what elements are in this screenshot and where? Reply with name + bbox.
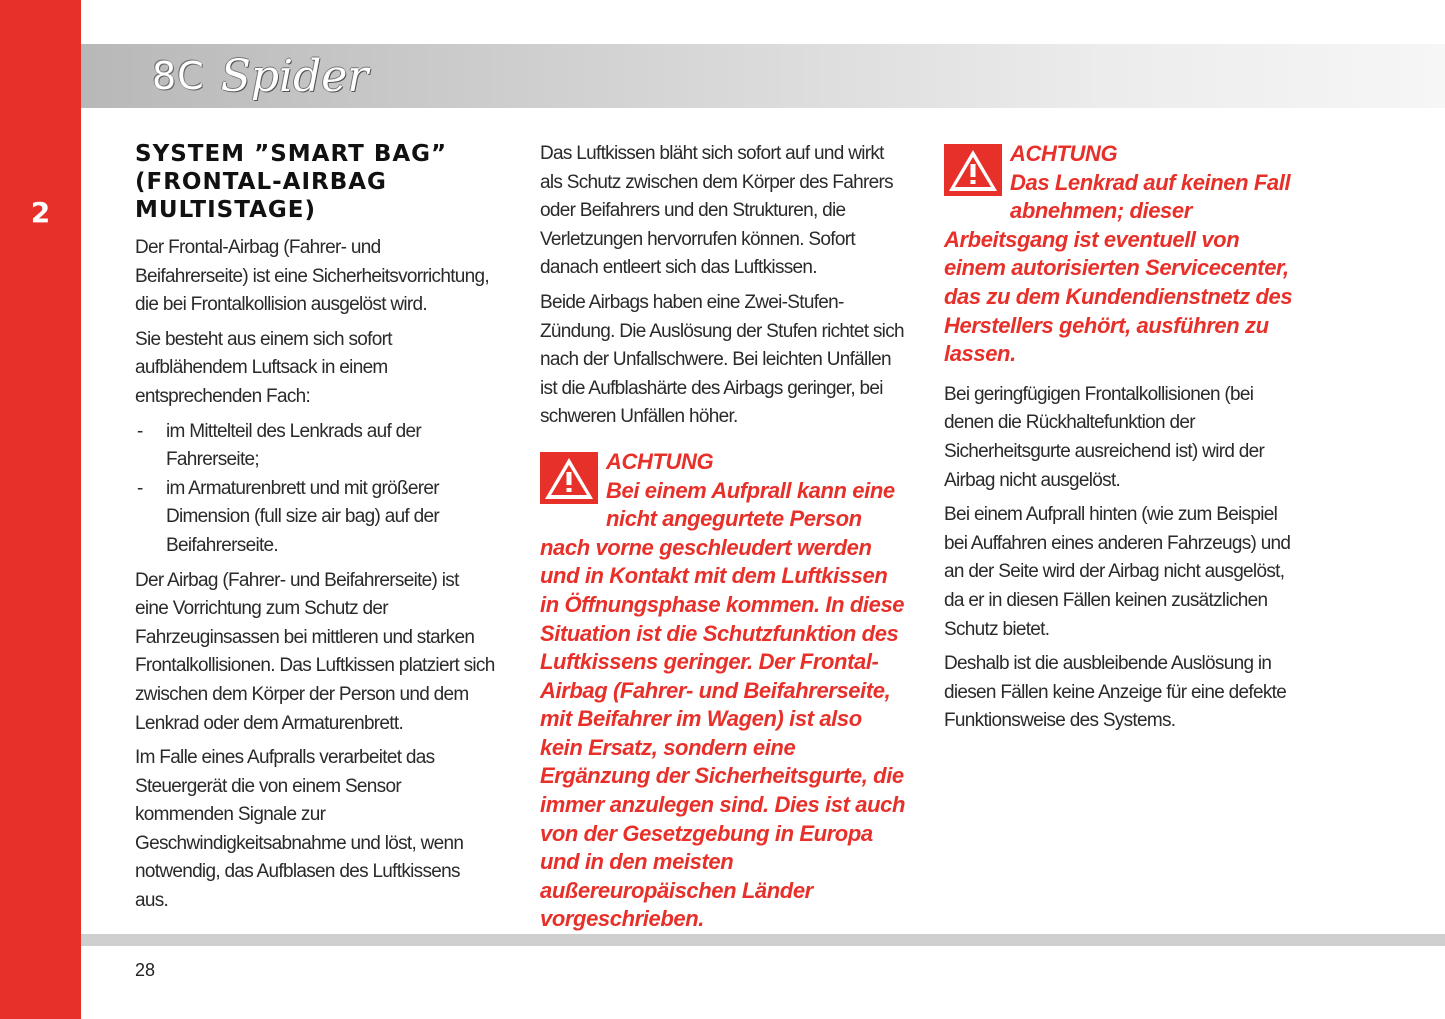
list-item (135, 418, 495, 475)
warning-text: Bei einem Aufprall kann eine nicht angegurtete Person nach vorne geschleudert werden und in Kontakt mit dem Luftkissen in Öffnungsphase kommen. In diese Situation ist die Schutzfunktion des Luftkissens geringer. Der Frontal-Airbag (Fahrer- und Beifahrerseite, mit Beifahrer im Wagen) ist also kein Ersatz, sondern eine Ergänzung der Sicherheitsgurte, die immer anzulegen sind. Dies ist auch von der Gesetzgebung in Europa und in den meisten außereuropäischen Länder vorgeschrieben. (540, 477, 905, 932)
paragraph: Bei geringfügigen Frontalkollisionen (bei denen die Rückhaltefunktion der Sicherheitsgurte ausreichend ist) wird der Airbag nicht ausgelöst. (944, 383, 1265, 491)
list-item (135, 475, 495, 561)
brand-logo (152, 44, 368, 108)
section-heading: SYSTEM ”SMART BAG” (FRONTAL-AIRBAG MULTISTAGE) (135, 141, 448, 223)
paragraph: Der Airbag (Fahrer- und Beifahrerseite) ist eine Vorrichtung zum Schutz der Fahrzeuginsassen bei mittleren und starken Frontalkollisionen. Das Luftkissen platziert sich zwischen dem Körper der Person und dem Lenkrad oder dem Armaturenbrett. (135, 569, 495, 734)
paragraph: Deshalb ist die ausbleibende Auslösung in diesen Fällen keine Anzeige für eine defekte Funktionsweise des Systems. (944, 653, 1287, 732)
warning-box (540, 448, 905, 934)
paragraph: Sie besteht aus einem sich sofort aufblähendem Luftsack in einem entsprechenden Fach: (135, 328, 392, 407)
list-item-text: im Armaturenbrett und mit größerer Dimension (full size air bag) auf der Beifahrerseite. (166, 477, 439, 556)
warning-triangle-icon (944, 144, 1002, 196)
logo-model: 8C (152, 54, 205, 98)
page-number: 28 (135, 960, 156, 980)
chapter-side-strip (0, 0, 81, 1019)
list-dash: - (137, 420, 143, 442)
chapter-number: 2 (30, 196, 51, 229)
paragraph: Beide Airbags haben eine Zwei-Stufen-Zündung. Die Auslösung der Stufen richtet sich nach der Unfallschwere. Bei leichten Unfällen ist die Aufblashärte des Airbags geringer, bei schweren Unfällen höher. (540, 291, 904, 428)
logo-script: Spider (220, 50, 369, 102)
paragraph: Bei einem Aufprall hinten (wie zum Beispiel bei Auffahren eines anderen Fahrzeugs) und an der Seite wird der Airbag nicht ausgelöst, da er in diesen Fällen keinen zusätzlichen Schutz bietet. (944, 504, 1291, 640)
airbag-location-list (135, 418, 495, 561)
list-item-text: im Mittelteil des Lenkrads auf der Fahrerseite; (166, 420, 421, 471)
paragraph: Der Frontal-Airbag (Fahrer- und Beifahrerseite) ist eine Sicherheitsvorrichtung, die bei Frontalkollision ausgelöst wird. (135, 237, 489, 316)
paragraph: Im Falle eines Aufpralls verarbeitet das Steuergerät die von einem Sensor kommenden Signale zur Geschwindigkeitsabnahme und löst, wenn notwendig, das Aufblasen des Luftkissens aus. (135, 747, 464, 912)
paragraph: Das Luftkissen bläht sich sofort auf und wirkt als Schutz zwischen dem Körper des Fahrers oder Beifahrers und den Strukturen, die Verletzungen hervorrufen können. Sofort danach entleert sich das Luftkissen. (540, 143, 893, 279)
column-2 (540, 140, 905, 934)
footer-bar (81, 934, 1445, 946)
warning-text: Das Lenkrad auf keinen Fall abnehmen; dieser Arbeitsgang ist eventuell von einem autorisierten Servicecenter, das zu dem Kundendienstnetz des Herstellers gehört, ausführen zu lassen. (944, 169, 1293, 367)
column-1 (135, 140, 495, 922)
warning-title: ACHTUNG (1010, 141, 1118, 166)
list-dash: - (137, 477, 143, 499)
warning-title: ACHTUNG (606, 448, 714, 474)
warning-box (944, 140, 1304, 369)
warning-triangle-icon (540, 452, 598, 504)
column-3 (944, 140, 1304, 742)
